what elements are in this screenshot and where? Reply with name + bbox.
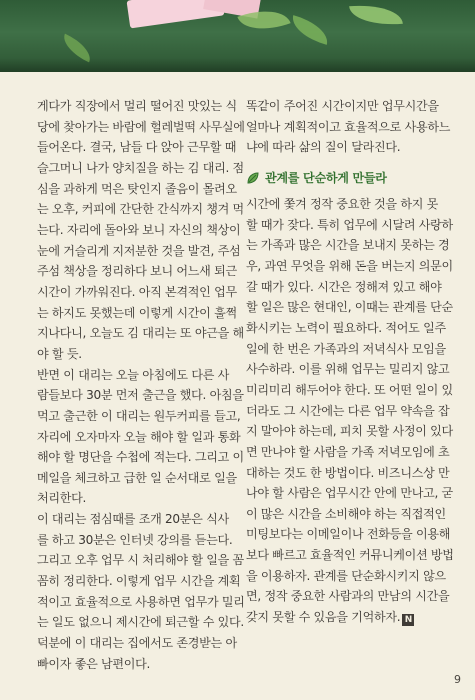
text-line: 슬그머니 나가 양치질을 하는 김 대리. 점 (37, 160, 244, 175)
text-line: 이 대리는 점심때를 조개 20분은 식사 (37, 512, 229, 527)
text-line: 야 할 듯. (37, 346, 82, 361)
text-line: 시간에 쫓겨 정작 중요한 것을 하지 못 (246, 196, 439, 211)
text-line: 지 말아야 하는데, 피치 못할 사정이 있다 (246, 424, 453, 439)
green-leaf-bullet-icon (246, 171, 260, 185)
text-line: 메일을 체크하고 급한 일 순서대로 일을 (37, 470, 237, 485)
end-mark-icon: N (402, 614, 414, 626)
text-line: 나야 할 사람은 업무시간 안에 만나고, 굳 (246, 486, 453, 501)
text-line: 우, 과연 무엇을 위해 돈을 버는지 의문이 (246, 258, 453, 273)
text-line: 똑같이 주어진 시간이지만 업무시간을 (246, 99, 439, 113)
text-line: 일에 한 번은 가족과의 저녁식사 모임을 (246, 341, 446, 356)
text-line: 는 하지도 못했는데 이렇게 시간이 훌쩍 (37, 305, 237, 320)
text-line: 면, 정작 중요한 사람과의 만남의 시간을 (246, 589, 450, 604)
text-line: 반면 이 대리는 오늘 아침에도 다른 사 (37, 367, 230, 382)
text-line: 빠이자 좋은 남편이다. (37, 656, 151, 671)
text-line: 게다가 직장에서 멀리 떨어진 맛있는 식 (37, 99, 237, 113)
text-line: 는 일도 없으니 제시간에 퇴근할 수 있다. (37, 615, 244, 630)
section-heading (246, 166, 451, 190)
text-line: 미리미리 해두어야 한다. 또 어떤 일이 있 (246, 382, 453, 397)
text-line: 얼마나 계획적이고 효율적으로 사용하느 (246, 119, 451, 134)
text-line: 미팅보다는 이메일이나 전화등을 이용해 (246, 527, 451, 542)
page-number: 9 (454, 673, 461, 686)
text-line: 꼼히 정리한다. 이렇게 업무 시간을 계획 (37, 574, 241, 589)
text-line: 할 일은 많은 현대인, 이때는 관계를 단순 (246, 300, 453, 315)
text-line: 덕분에 이 대리는 집에서도 존경받는 아 (37, 636, 237, 651)
leaf-decoration (349, 2, 403, 28)
text-line: 먹고 출근한 이 대리는 원두커피를 들고, (37, 408, 241, 423)
text-line: 람들보다 30분 먼저 출근을 했다. 아침을 (37, 388, 244, 403)
text-line: 갈 때가 있다. 시간은 정해져 있고 해야 (246, 279, 442, 294)
last-line-text: 갖지 못할 수 있음을 기억하자. (246, 610, 401, 625)
text-line: 시간이 가까워진다. 아직 본격적인 업무 (37, 284, 237, 299)
text-line: 들어온다. 결국, 남들 다 앉아 근무할 때 (37, 140, 237, 155)
text-line: 더라도 그 시간에는 다른 업무 약속을 잡 (246, 403, 450, 418)
text-line: 주섬 책상을 정리하다 보니 어느새 퇴근 (37, 264, 237, 279)
text-line: 눈에 거슬리게 지저분한 것을 발견, 주섬 (37, 243, 241, 258)
text-line: 그리고 오후 업무 시 처리해야 할 일을 꼼 (37, 553, 244, 568)
leaf-decoration (288, 15, 332, 45)
left-text-column (37, 96, 245, 674)
text-line: 자리에 오자마자 오늘 해야 할 일과 통화 (37, 429, 241, 444)
text-line: 할 때가 잦다. 특히 업무에 시달려 사랑하 (246, 217, 453, 232)
text-line: 해야 할 명단을 수첩에 적는다. 그리고 이 (37, 450, 244, 465)
text-line: 는다. 자리에 돌아와 보니 자신의 책상이 (37, 222, 241, 237)
text-line: 냐에 따라 삶의 질이 달라진다. (246, 140, 401, 155)
photo-shadow (0, 58, 475, 72)
text-line: 사수하라. 이를 위해 업무는 밀리지 않고 (246, 362, 450, 377)
text-line: 지나다니, 오늘도 김 대리는 또 야근을 해 (37, 326, 244, 341)
text-line: 는 오후, 커피에 간단한 간식까지 챙겨 먹 (37, 202, 244, 217)
text-line: 적이고 효율적으로 사용하면 업무가 밀리 (37, 594, 245, 609)
text-line: 를 하고 30분은 인터넷 강의를 듣는다. (37, 532, 233, 547)
text-line: 대하는 것도 한 방법이다. 비즈니스상 만 (246, 465, 450, 480)
header-photo (0, 0, 475, 72)
right-text-column (246, 96, 454, 628)
section-heading-text: 관계를 단순하게 만들라 (265, 170, 387, 185)
text-line-last (246, 607, 451, 628)
text-line: 처리한다. (37, 491, 87, 506)
text-line: 심을 과하게 먹은 탓인지 졸음이 몰려오 (37, 181, 237, 196)
text-line: 당에 찾아가는 바람에 헐레벌떡 사무실에 (37, 119, 245, 134)
text-line: 면 만나야 할 사람을 가족 저녁모임에 초 (246, 444, 450, 459)
text-line: 는 가족과 많은 시간을 보내지 못하는 경 (246, 238, 450, 253)
text-line: 보다 빠르고 효율적인 커뮤니케이션 방법 (246, 548, 454, 563)
text-line: 을 이용하자. 관계를 단순화시키지 않으 (246, 568, 446, 583)
text-line: 이 많은 시간을 소비해야 하는 직접적인 (246, 506, 446, 521)
text-line: 화시키는 노력이 필요하다. 적어도 일주 (246, 320, 446, 335)
